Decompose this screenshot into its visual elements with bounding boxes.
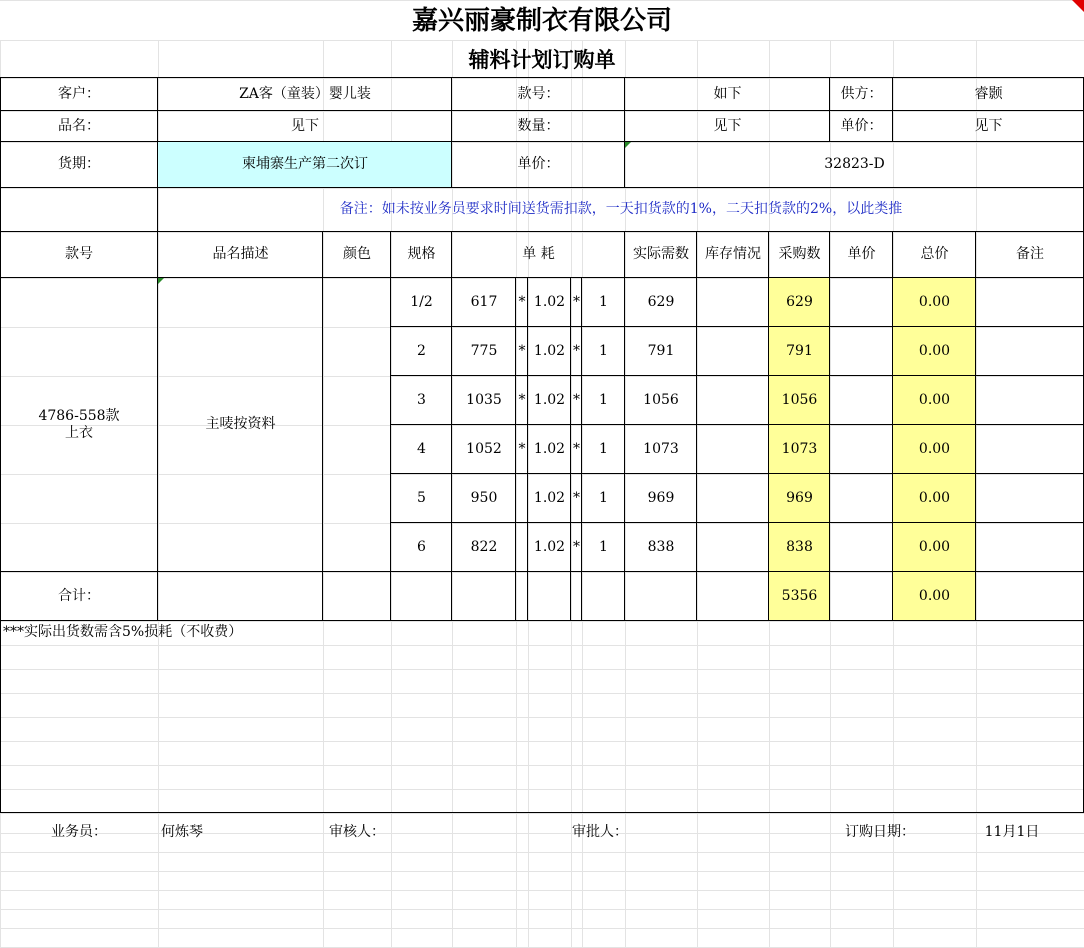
multiply-sign: * <box>518 342 526 359</box>
delivery-value[interactable]: 柬埔寨生产第二次订 <box>242 156 368 173</box>
product-label: 品名： <box>58 117 100 134</box>
total-price-cell[interactable]: 0.00 <box>918 391 951 408</box>
qty-cell[interactable]: 822 <box>470 538 498 555</box>
qty-cell[interactable]: 950 <box>470 489 498 506</box>
multiply-sign: * <box>573 342 580 359</box>
header-purchase-qty: 采购数 <box>778 246 821 263</box>
purchase-qty-cell[interactable]: 1056 <box>781 391 818 408</box>
quantity-label: 数量： <box>517 117 560 134</box>
header-note: 备注 <box>1016 246 1044 263</box>
size-cell[interactable]: 2 <box>417 342 426 359</box>
description-cell[interactable]: 主唛按资料 <box>205 416 276 433</box>
company-title: 嘉兴丽豪制衣有限公司 <box>411 5 672 36</box>
multiplier-cell[interactable]: 1 <box>599 489 608 506</box>
quantity-value[interactable]: 见下 <box>713 117 742 134</box>
header-color: 颜色 <box>343 246 371 263</box>
header-actual-need: 实际需数 <box>633 246 689 263</box>
unit-price-value[interactable]: 见下 <box>974 117 1003 134</box>
reviewer-label: 审核人： <box>329 824 385 841</box>
style-no-value[interactable]: 如下 <box>713 85 742 102</box>
total-price-cell[interactable]: 0.00 <box>918 489 951 506</box>
total-purchase-qty[interactable]: 5356 <box>781 587 818 604</box>
multiplier-cell[interactable]: 1 <box>599 391 608 408</box>
style-no-label: 款号： <box>517 85 560 102</box>
multiplier-cell[interactable]: 1 <box>599 293 608 310</box>
order-date-label: 订购日期： <box>845 824 915 841</box>
purchase-qty-cell[interactable]: 969 <box>786 489 813 506</box>
size-cell[interactable]: 1/2 <box>410 293 433 310</box>
supplier-label: 供方： <box>840 85 883 102</box>
approver-label: 审批人： <box>572 824 628 841</box>
multiply-sign: * <box>573 538 580 555</box>
customer-label: 客户： <box>58 85 100 102</box>
header-unit-price: 单价 <box>847 246 876 263</box>
order-date-value[interactable]: 11月1日 <box>984 824 1040 841</box>
total-price-cell[interactable]: 0.00 <box>918 293 951 310</box>
multiply-sign: * <box>573 391 580 408</box>
qty-cell[interactable]: 1052 <box>466 440 502 457</box>
multiply-sign: * <box>518 391 526 408</box>
actual-need-cell[interactable]: 629 <box>647 293 675 310</box>
multiplier-cell[interactable]: 1 <box>599 538 608 555</box>
size-cell[interactable]: 5 <box>417 489 426 506</box>
actual-need-cell[interactable]: 1073 <box>643 440 679 457</box>
salesperson-label: 业务员： <box>51 824 107 841</box>
multiply-sign: * <box>573 293 580 310</box>
actual-need-cell[interactable]: 838 <box>647 538 675 555</box>
size-cell[interactable]: 6 <box>417 538 426 555</box>
purchase-qty-cell[interactable]: 791 <box>786 342 813 359</box>
qty-cell[interactable]: 1035 <box>466 391 502 408</box>
header-stock: 库存情况 <box>705 246 761 263</box>
form-title: 辅料计划订购单 <box>468 46 616 72</box>
actual-need-cell[interactable]: 969 <box>647 489 675 506</box>
multiply-sign <box>516 523 528 572</box>
multiplier-cell[interactable]: 1 <box>599 440 608 457</box>
size-cell[interactable]: 4 <box>417 440 426 457</box>
salesperson-value[interactable]: 何炼琴 <box>161 824 203 841</box>
style-no-line1: 4786-558款 <box>38 407 120 424</box>
multiply-sign: * <box>573 440 580 457</box>
total-price-cell[interactable]: 0.00 <box>918 538 951 555</box>
customer-value[interactable]: ZA客（童装）婴儿装 <box>239 85 371 102</box>
qty-cell[interactable]: 775 <box>470 342 498 359</box>
header-total-price: 总价 <box>920 246 949 263</box>
purchase-qty-cell[interactable]: 838 <box>786 538 813 555</box>
total-price-sum[interactable]: 0.00 <box>918 587 951 604</box>
multiply-sign: * <box>518 440 526 457</box>
purchase-qty-cell[interactable]: 1073 <box>781 440 818 457</box>
multiply-sign: * <box>518 293 526 310</box>
actual-need-cell[interactable]: 791 <box>647 342 675 359</box>
multiplier-cell[interactable]: 1 <box>599 342 608 359</box>
qty-cell[interactable]: 617 <box>470 293 498 310</box>
total-price-cell[interactable]: 0.00 <box>918 342 951 359</box>
multiply-sign: * <box>573 489 580 506</box>
loss-factor-cell[interactable]: 1.02 <box>533 440 566 457</box>
loss-note: ***实际出货数需含5%损耗（不收费） <box>3 624 243 641</box>
header-style-no: 款号 <box>65 246 93 263</box>
remark-text: 备注：如未按业务员要求时间送货需扣款，一天扣货款的1%，二天扣货款的2%，以此类推 <box>339 201 903 218</box>
loss-factor-cell[interactable]: 1.02 <box>533 391 566 408</box>
total-label: 合计： <box>58 587 100 604</box>
size-cell[interactable]: 3 <box>417 391 426 408</box>
header-unit-consumption: 单 耗 <box>522 246 555 263</box>
loss-factor-cell[interactable]: 1.02 <box>533 538 566 555</box>
product-value[interactable]: 见下 <box>291 117 319 134</box>
supplier-value[interactable]: 睿颢 <box>974 85 1003 102</box>
header-size: 规格 <box>407 246 436 263</box>
unit-price-label: 单价： <box>840 117 883 134</box>
header-description: 品名描述 <box>212 246 269 263</box>
loss-factor-cell[interactable]: 1.02 <box>533 342 566 359</box>
style-no-line2: 上衣 <box>65 425 93 441</box>
multiply-sign <box>516 474 528 523</box>
loss-factor-cell[interactable]: 1.02 <box>533 489 566 506</box>
total-price-cell[interactable]: 0.00 <box>918 440 951 457</box>
purchase-qty-cell[interactable]: 629 <box>786 293 813 310</box>
delivery-label: 货期： <box>58 156 100 173</box>
unit-price2-label: 单价： <box>517 156 560 173</box>
loss-factor-cell[interactable]: 1.02 <box>533 293 566 310</box>
actual-need-cell[interactable]: 1056 <box>643 391 679 408</box>
unit-price2-value[interactable]: 32823-D <box>824 156 885 173</box>
